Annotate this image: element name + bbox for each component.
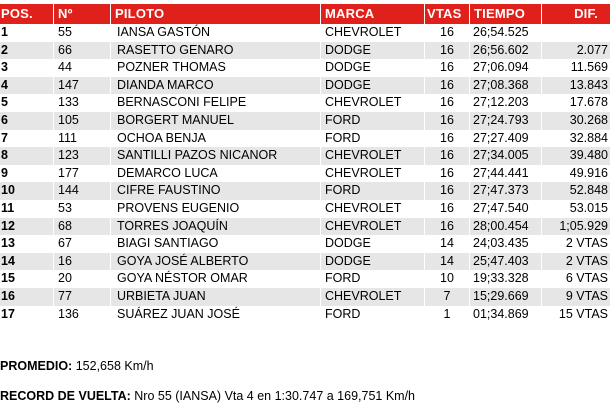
cell-num: 111 [53, 130, 110, 148]
cell-piloto: URBIETA JUAN [110, 288, 320, 306]
cell-marca: DODGE [320, 253, 424, 271]
cell-tiempo: 27;47.373 [469, 182, 541, 200]
cell-marca: DODGE [320, 235, 424, 253]
table-row [0, 235, 610, 253]
cell-num: 136 [53, 306, 110, 324]
cell-dif: 2 VTAS [541, 253, 610, 271]
cell-piloto: CIFRE FAUSTINO [110, 182, 320, 200]
cell-dif: 9 VTAS [541, 288, 610, 306]
table-row [0, 306, 610, 324]
table-row [0, 77, 610, 95]
cell-dif: 32.884 [541, 130, 610, 148]
cell-pos: 1 [1, 25, 8, 39]
cell-tiempo: 26;54.525 [469, 24, 541, 42]
cell-num: 16 [53, 253, 110, 271]
cell-piloto: IANSA GASTÓN [110, 24, 320, 42]
cell-vtas: 16 [424, 77, 469, 95]
cell-pos: 5 [1, 95, 8, 110]
cell-marca: DODGE [320, 42, 424, 60]
cell-piloto: BORGERT MANUEL [110, 112, 320, 130]
cell-num: 66 [53, 42, 110, 60]
cell-num: 20 [53, 270, 110, 288]
cell-vtas: 16 [424, 218, 469, 236]
cell-dif [541, 24, 610, 42]
cell-tiempo: 15;29.669 [469, 288, 541, 306]
cell-pos: 10 [1, 183, 15, 198]
results-table [0, 4, 610, 323]
cell-tiempo: 27;27.409 [469, 130, 541, 148]
header-dif: DIF. [541, 4, 610, 24]
cell-vtas: 16 [424, 130, 469, 148]
cell-dif: 2 VTAS [541, 235, 610, 253]
cell-tiempo: 26;56.602 [469, 42, 541, 60]
cell-piloto: TORRES JOAQUÍN [110, 218, 320, 236]
table-row [0, 182, 610, 200]
cell-tiempo: 25;47.403 [469, 253, 541, 271]
cell-piloto: DEMARCO LUCA [110, 165, 320, 183]
cell-vtas: 16 [424, 112, 469, 130]
cell-tiempo: 27;24.793 [469, 112, 541, 130]
cell-num: 147 [53, 77, 110, 95]
cell-tiempo: 27;08.368 [469, 77, 541, 95]
cell-marca: DODGE [320, 59, 424, 77]
cell-pos: 16 [1, 288, 15, 303]
table-row [0, 200, 610, 218]
cell-dif: 2.077 [541, 42, 610, 60]
cell-pos: 13 [1, 236, 15, 251]
cell-num: 105 [53, 112, 110, 130]
cell-num: 53 [53, 200, 110, 218]
cell-marca: CHEVROLET [320, 147, 424, 165]
cell-piloto: SANTILLI PAZOS NICANOR [110, 147, 320, 165]
cell-marca: CHEVROLET [320, 165, 424, 183]
cell-dif: 6 VTAS [541, 270, 610, 288]
cell-tiempo: 27;06.094 [469, 59, 541, 77]
cell-tiempo: 27;12.203 [469, 94, 541, 112]
cell-vtas: 7 [424, 288, 469, 306]
cell-dif: 17.678 [541, 94, 610, 112]
promedio-value: 152,658 Km/h [72, 359, 154, 373]
table-header [0, 4, 610, 24]
cell-dif: 1;05.929 [541, 218, 610, 236]
cell-marca: CHEVROLET [320, 288, 424, 306]
cell-vtas: 16 [424, 200, 469, 218]
header-marca: MARCA [320, 4, 424, 24]
cell-pos: 14 [1, 253, 15, 268]
record-value: Nro 55 (IANSA) Vta 4 en 1:30.747 a 169,751 Km/h [130, 389, 415, 403]
cell-piloto: SUÁREZ JUAN JOSÉ [110, 306, 320, 324]
cell-tiempo: 28;00.454 [469, 218, 541, 236]
header-num: Nº [53, 4, 110, 24]
cell-pos: 17 [1, 306, 15, 321]
cell-dif: 52.848 [541, 182, 610, 200]
cell-dif: 39.480 [541, 147, 610, 165]
cell-dif: 11.569 [541, 59, 610, 77]
cell-num: 123 [53, 147, 110, 165]
cell-piloto: RASETTO GENARO [110, 42, 320, 60]
cell-vtas: 16 [424, 94, 469, 112]
cell-vtas: 16 [424, 182, 469, 200]
cell-marca: CHEVROLET [320, 24, 424, 42]
cell-marca: DODGE [320, 77, 424, 95]
cell-tiempo: 24;03.435 [469, 235, 541, 253]
cell-piloto: OCHOA BENJA [110, 130, 320, 148]
cell-vtas: 16 [424, 59, 469, 77]
cell-dif: 49.916 [541, 165, 610, 183]
cell-piloto: GOYA JOSÉ ALBERTO [110, 253, 320, 271]
cell-dif: 15 VTAS [541, 306, 610, 324]
cell-marca: FORD [320, 130, 424, 148]
promedio-line [0, 359, 154, 373]
header-piloto: PILOTO [110, 4, 320, 24]
cell-pos: 9 [1, 165, 8, 180]
cell-vtas: 16 [424, 165, 469, 183]
cell-pos: 15 [1, 271, 15, 286]
table-row [0, 218, 610, 236]
cell-num: 55 [53, 24, 110, 42]
cell-pos: 7 [1, 130, 8, 145]
cell-piloto: DIANDA MARCO [110, 77, 320, 95]
header-vtas: VTAS [424, 4, 469, 24]
cell-pos: 11 [1, 200, 15, 215]
cell-vtas: 10 [424, 270, 469, 288]
cell-dif: 53.015 [541, 200, 610, 218]
cell-tiempo: 19;33.328 [469, 270, 541, 288]
cell-dif: 13.843 [541, 77, 610, 95]
cell-num: 67 [53, 235, 110, 253]
cell-tiempo: 27;34.005 [469, 147, 541, 165]
cell-vtas: 14 [424, 235, 469, 253]
cell-marca: FORD [320, 182, 424, 200]
table-row [0, 130, 610, 148]
cell-num: 133 [53, 94, 110, 112]
cell-piloto: BIAGI SANTIAGO [110, 235, 320, 253]
cell-tiempo: 27;47.540 [469, 200, 541, 218]
cell-piloto: PROVENS EUGENIO [110, 200, 320, 218]
cell-piloto: POZNER THOMAS [110, 59, 320, 77]
cell-pos: 2 [1, 42, 8, 57]
table-row [0, 59, 610, 77]
cell-pos: 8 [1, 148, 8, 163]
cell-pos: 4 [1, 77, 8, 92]
cell-marca: CHEVROLET [320, 218, 424, 236]
cell-tiempo: 01;34.869 [469, 306, 541, 324]
cell-vtas: 1 [424, 306, 469, 324]
promedio-label: PROMEDIO: [0, 359, 73, 373]
header-tiempo: TIEMPO [469, 4, 541, 24]
cell-tiempo: 27;44.441 [469, 165, 541, 183]
table-row [0, 147, 610, 165]
record-line [0, 389, 415, 403]
cell-pos: 12 [1, 218, 15, 233]
cell-marca: CHEVROLET [320, 200, 424, 218]
cell-marca: FORD [320, 306, 424, 324]
cell-num: 144 [53, 182, 110, 200]
cell-vtas: 16 [424, 42, 469, 60]
table-row [0, 288, 610, 306]
cell-pos: 3 [1, 60, 8, 75]
table-row [0, 253, 610, 271]
cell-pos: 6 [1, 112, 8, 127]
table-row [0, 165, 610, 183]
cell-vtas: 14 [424, 253, 469, 271]
cell-vtas: 16 [424, 147, 469, 165]
cell-dif: 30.268 [541, 112, 610, 130]
table-row [0, 42, 610, 60]
cell-marca: FORD [320, 270, 424, 288]
cell-piloto: BERNASCONI FELIPE [110, 94, 320, 112]
cell-num: 44 [53, 59, 110, 77]
record-label: RECORD DE VUELTA: [0, 389, 131, 403]
table-row [0, 270, 610, 288]
header-pos: POS. [1, 6, 33, 21]
table-row [0, 94, 610, 112]
table-body [0, 24, 610, 323]
cell-piloto: GOYA NÉSTOR OMAR [110, 270, 320, 288]
cell-num: 68 [53, 218, 110, 236]
cell-num: 177 [53, 165, 110, 183]
cell-marca: CHEVROLET [320, 94, 424, 112]
cell-vtas: 16 [424, 24, 469, 42]
table-row [0, 112, 610, 130]
cell-marca: FORD [320, 112, 424, 130]
table-row [0, 24, 610, 42]
cell-num: 77 [53, 288, 110, 306]
